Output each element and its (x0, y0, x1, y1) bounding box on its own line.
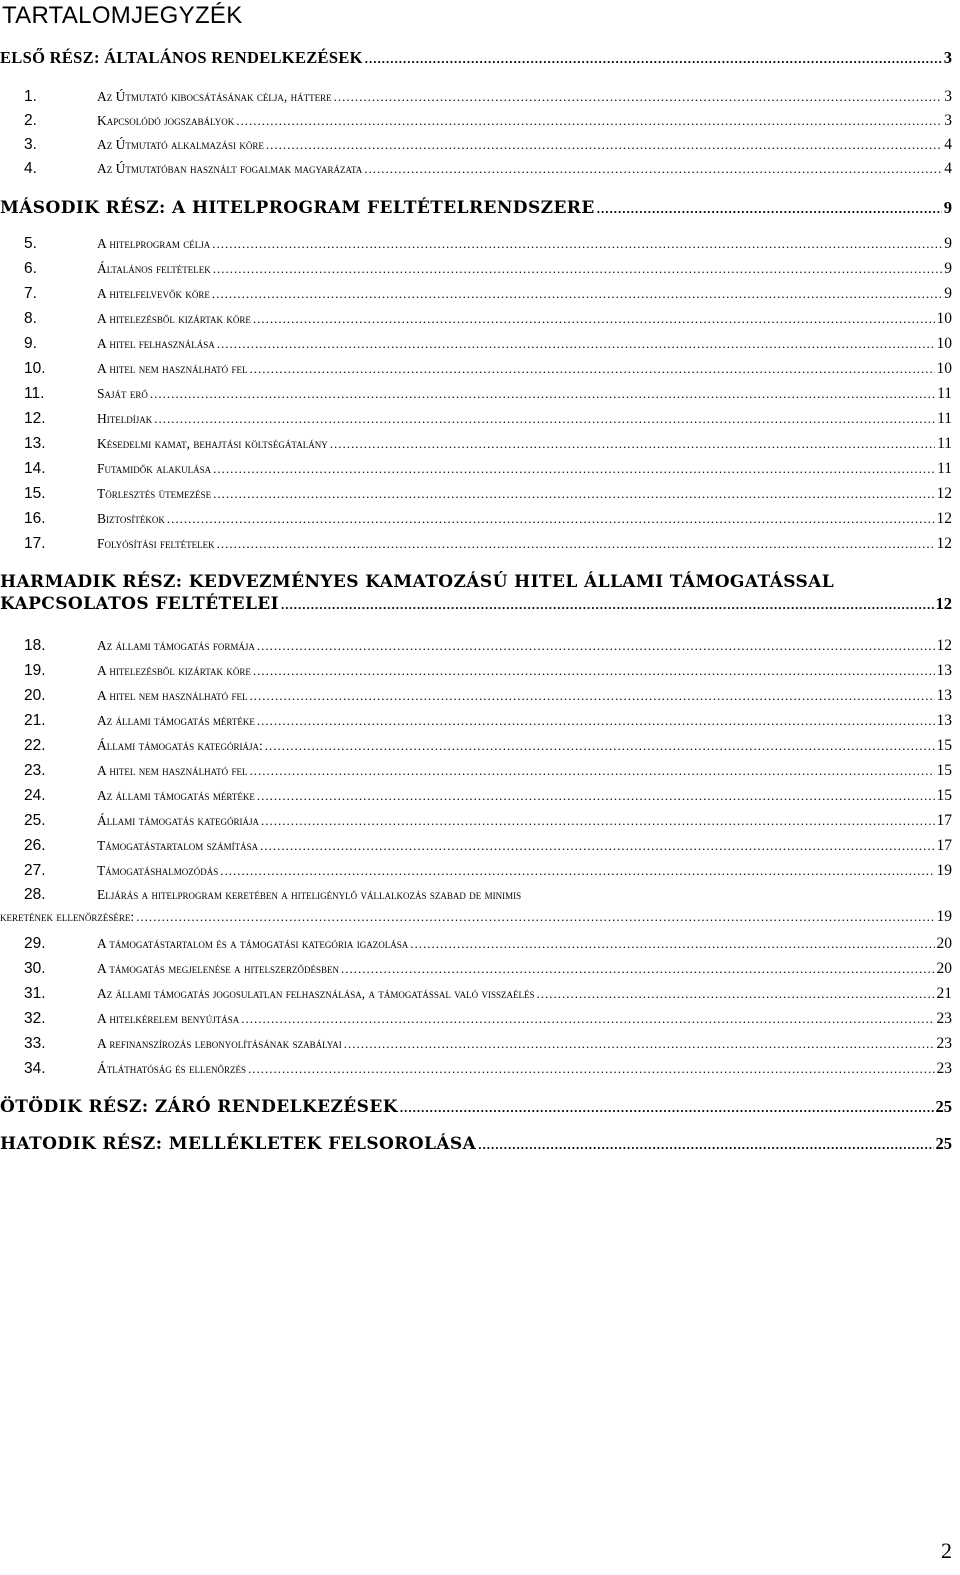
page-ref: 10 (936, 310, 952, 327)
page-ref: 12 (936, 637, 952, 654)
entry-text: Átláthatóság és ellenőrzés (97, 1061, 246, 1076)
page-ref: 12 (936, 535, 952, 552)
entry-line-1 (0, 886, 952, 904)
toc-entry[interactable] (0, 737, 952, 755)
entry-text-line-2: keretének ellenőrzésére: (0, 909, 135, 924)
entry-text: A hitelprogram célja (97, 236, 211, 251)
dot-leader (400, 1100, 934, 1116)
entry-text: Futamidők alakulása (97, 461, 212, 476)
entry-text: Az állami támogatás jogosulatlan felhasználása, a támogatással való visszaélés (97, 986, 535, 1001)
page-ref: 13 (936, 712, 952, 729)
dot-leader (213, 461, 935, 477)
dot-leader (213, 261, 943, 277)
entry-text: Támogatástartalom számítása (97, 838, 259, 853)
entry-number: 25. (24, 812, 46, 829)
entry-number: 20. (24, 687, 46, 704)
dot-leader (220, 863, 934, 879)
entry-text: Az Útmutató kibocsátásának célja, háttere (97, 89, 332, 104)
page-ref: 9 (944, 260, 952, 277)
page-ref: 11 (937, 435, 952, 452)
entry-number: 2. (24, 112, 37, 129)
entry-text: A hitel nem használható fel (97, 688, 248, 703)
dot-leader (257, 638, 935, 654)
entry-text: A hitel nem használható fel (97, 361, 248, 376)
dot-leader (478, 1137, 933, 1153)
entry-text: A refinanszírozás lebonyolításának szabályai (97, 1036, 342, 1051)
part-title: MÁSODIK RÉSZ: A HITELPROGRAM FELTÉTELRENDSZERE (0, 198, 595, 218)
entry-number: 11. (24, 385, 45, 402)
toc-part-5[interactable] (0, 1097, 952, 1117)
page-ref: 11 (937, 385, 952, 402)
page-ref: 10 (936, 360, 952, 377)
entry-text-line-1: Eljárás a hitelprogram keretében a hiteligénylő vállalkozás szabad de minimis (97, 887, 522, 902)
entry-number: 26. (24, 837, 46, 854)
toc-entry[interactable] (0, 712, 952, 730)
entry-number: 29. (24, 935, 46, 952)
dot-leader (365, 51, 942, 67)
toc-entry[interactable] (0, 335, 952, 353)
dot-leader (236, 113, 942, 129)
toc-entry[interactable] (0, 88, 952, 106)
page-ref: 25 (935, 1097, 952, 1116)
toc-entry[interactable] (0, 160, 952, 178)
page-ref: 3 (943, 48, 952, 67)
dot-leader (250, 763, 935, 779)
toc-entry[interactable] (0, 435, 952, 453)
entry-text: A hitelezésből kizártak köre (97, 311, 251, 326)
entry-number: 5. (24, 235, 37, 252)
page-ref: 15 (936, 737, 952, 754)
toc-entry[interactable] (0, 687, 952, 705)
page-ref: 17 (936, 812, 952, 829)
toc-entry[interactable] (0, 260, 952, 278)
entry-text: Támogatáshalmozódás (97, 863, 219, 878)
toc-entry[interactable] (0, 360, 952, 378)
entry-number: 6. (24, 260, 37, 277)
page-number: 2 (941, 1538, 952, 1563)
dot-leader (536, 986, 934, 1002)
entry-text: A hitelfelvevők köre (97, 286, 210, 301)
page-ref: 15 (936, 762, 952, 779)
page-ref: 13 (936, 687, 952, 704)
page-ref: 3 (944, 88, 952, 105)
page-ref: 12 (936, 485, 952, 502)
toc-entry[interactable] (0, 460, 952, 478)
entry-number: 18. (24, 637, 46, 654)
toc-entry[interactable] (0, 862, 952, 880)
toc-entry[interactable] (0, 787, 952, 805)
dot-leader (344, 1036, 935, 1052)
part-title: HATODIK RÉSZ: MELLÉKLETEK FELSOROLÁSA (0, 1134, 477, 1154)
toc-entry[interactable] (0, 985, 952, 1003)
entry-text: Törlesztés ütemezése (97, 486, 212, 501)
entry-number: 28. (24, 886, 46, 903)
page-ref: 9 (944, 235, 952, 252)
page-ref: 12 (936, 510, 952, 527)
toc-entry[interactable] (0, 310, 952, 328)
page-ref: 12 (935, 594, 952, 613)
entry-number: 10. (24, 360, 46, 377)
entry-text: Állami támogatás kategóriája: (97, 738, 263, 753)
dot-leader (212, 286, 942, 302)
page-ref: 19 (936, 908, 952, 925)
entry-number: 27. (24, 862, 46, 879)
page-ref: 23 (936, 1010, 952, 1027)
entry-number: 8. (24, 310, 37, 327)
entry-text: Késedelmi kamat, behajtási költségátalány (97, 436, 328, 451)
dot-leader (364, 161, 942, 177)
entry-number: 17. (24, 535, 46, 552)
toc-entry[interactable] (0, 235, 952, 253)
page-ref: 13 (936, 662, 952, 679)
toc-entry[interactable] (0, 385, 952, 403)
entry-text: A hitelezésből kizártak köre (97, 663, 251, 678)
dot-leader (257, 788, 935, 804)
dot-leader (341, 961, 935, 977)
entry-number: 34. (24, 1060, 46, 1077)
part-title-line-2-row (0, 594, 952, 614)
entry-text: A támogatás megjelenése a hitelszerződésben (97, 961, 339, 976)
toc-part-1[interactable] (0, 48, 952, 68)
page-ref: 23 (936, 1060, 952, 1077)
dot-leader (597, 201, 942, 217)
toc-entry[interactable] (0, 637, 952, 655)
toc-part-3[interactable] (0, 572, 952, 612)
entry-number: 31. (24, 985, 46, 1002)
dot-leader (241, 1011, 934, 1027)
toc-entry[interactable] (0, 935, 952, 953)
entry-text: Saját erő (97, 386, 148, 401)
part-title: ÖTÖDIK RÉSZ: ZÁRÓ RENDELKEZÉSEK (0, 1097, 398, 1117)
page-ref: 15 (936, 787, 952, 804)
toc-entry[interactable] (0, 762, 952, 780)
entry-text: Hiteldíjak (97, 411, 153, 426)
page-ref: 11 (937, 410, 952, 427)
dot-leader (250, 361, 935, 377)
entry-text: Biztosítékok (97, 511, 165, 526)
entry-text: Folyósítási feltételek (97, 536, 215, 551)
toc-entry[interactable] (0, 535, 952, 553)
toc-entry[interactable] (0, 960, 952, 978)
entry-number: 13. (24, 435, 46, 452)
entry-text: Az állami támogatás formája (97, 638, 255, 653)
dot-leader (136, 909, 934, 925)
toc-part-2[interactable] (0, 198, 952, 218)
dot-leader (260, 838, 934, 854)
page-ref: 9 (943, 198, 952, 217)
dot-leader (266, 137, 942, 153)
part-title: ELSŐ RÉSZ: ÁLTALÁNOS RENDELKEZÉSEK (0, 48, 363, 67)
entry-number: 22. (24, 737, 46, 754)
dot-leader (281, 597, 933, 613)
entry-number: 16. (24, 510, 46, 527)
entry-number: 4. (24, 160, 37, 177)
entry-text: A hitelkérelem benyújtása (97, 1011, 240, 1026)
page-ref: 3 (944, 112, 952, 129)
page-ref: 11 (937, 460, 952, 477)
dot-leader (150, 386, 935, 402)
entry-text: Az állami támogatás mértéke (97, 788, 255, 803)
page-ref: 20 (936, 935, 952, 952)
entry-text: Az Útmutatóban használt fogalmak magyarázata (97, 161, 363, 176)
dot-leader (154, 411, 935, 427)
entry-number: 33. (24, 1035, 46, 1052)
toc-entry[interactable] (0, 112, 952, 130)
dot-leader (217, 336, 935, 352)
toc-entry[interactable] (0, 485, 952, 503)
entry-text: Állami támogatás kategóriája (97, 813, 259, 828)
toc-entry[interactable] (0, 136, 952, 154)
entry-number: 12. (24, 410, 46, 427)
toc-entry[interactable] (0, 1035, 952, 1053)
entry-number: 14. (24, 460, 46, 477)
dot-leader (334, 89, 943, 105)
dot-leader (330, 436, 935, 452)
page-ref: 25 (935, 1134, 952, 1153)
toc-entry[interactable] (0, 837, 952, 855)
dot-leader (261, 813, 935, 829)
entry-line-2 (0, 908, 952, 926)
toc-entry[interactable] (0, 886, 952, 925)
dot-leader (213, 486, 934, 502)
entry-number: 7. (24, 285, 37, 302)
dot-leader (253, 311, 935, 327)
toc-entry[interactable] (0, 1010, 952, 1028)
entry-text: Az állami támogatás mértéke (97, 713, 255, 728)
dot-leader (212, 236, 942, 252)
toc-entry[interactable] (0, 510, 952, 528)
toc-part-6[interactable] (0, 1134, 952, 1154)
entry-number: 3. (24, 136, 37, 153)
page-ref: 21 (936, 985, 952, 1002)
entry-number: 24. (24, 787, 46, 804)
page-ref: 4 (944, 136, 952, 153)
entry-number: 21. (24, 712, 46, 729)
page-ref: 9 (944, 285, 952, 302)
entry-text: A támogatástartalom és a támogatási kategória igazolása (97, 936, 409, 951)
entry-number: 23. (24, 762, 46, 779)
entry-number: 1. (24, 88, 37, 105)
entry-number: 9. (24, 335, 37, 352)
entry-text: Az Útmutató alkalmazási köre (97, 137, 264, 152)
entry-text: A hitel nem használható fel (97, 763, 248, 778)
page-ref: 17 (936, 837, 952, 854)
toc-entry[interactable] (0, 812, 952, 830)
dot-leader (167, 511, 935, 527)
dot-leader (248, 1061, 935, 1077)
page-ref: 4 (944, 160, 952, 177)
toc-entry[interactable] (0, 1060, 952, 1078)
entry-number: 32. (24, 1010, 46, 1027)
dot-leader (265, 738, 935, 754)
page-ref: 20 (936, 960, 952, 977)
part-title-line-1: HARMADIK RÉSZ: KEDVEZMÉNYES KAMATOZÁSÚ HITEL ÁLLAMI TÁMOGATÁSSAL (0, 572, 835, 592)
page-ref: 23 (936, 1035, 952, 1052)
entry-number: 19. (24, 662, 46, 679)
dot-leader (250, 688, 935, 704)
page-ref: 19 (936, 862, 952, 879)
entry-text: Általános feltételek (97, 261, 211, 276)
toc-entry[interactable] (0, 410, 952, 428)
entry-text: A hitel felhasználása (97, 336, 215, 351)
page-ref: 10 (936, 335, 952, 352)
dot-leader (410, 936, 934, 952)
dot-leader (217, 536, 935, 552)
part-title-line-2: KAPCSOLATOS FELTÉTELEI (0, 594, 280, 614)
toc-entry[interactable] (0, 285, 952, 303)
dot-leader (257, 713, 935, 729)
toc-title: TARTALOMJEGYZÉK (2, 2, 243, 29)
entry-text: Kapcsolódó jogszabályok (97, 113, 235, 128)
dot-leader (253, 663, 935, 679)
entry-number: 30. (24, 960, 46, 977)
entry-number: 15. (24, 485, 46, 502)
toc-entry[interactable] (0, 662, 952, 680)
